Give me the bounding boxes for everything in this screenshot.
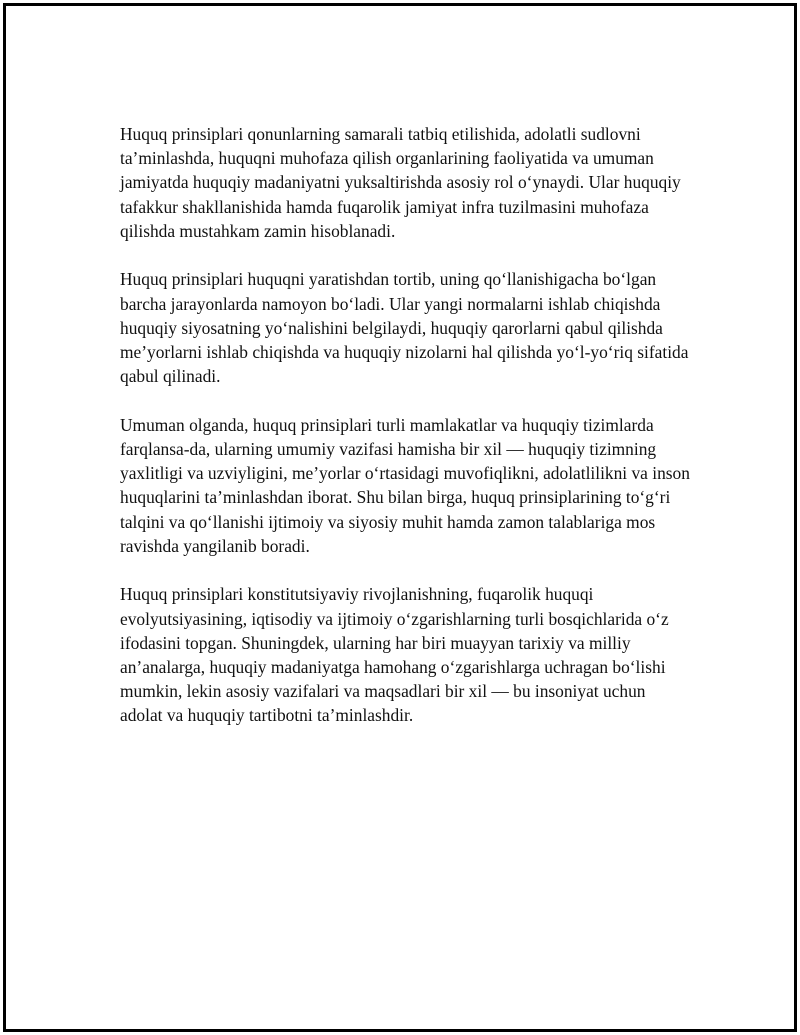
paragraph-2: Huquq prinsiplari huquqni yaratishdan tortib, uning qo‘llanishigacha bo‘lgan barcha jarayonlarda namoyon bo‘ladi. Ular yangi normalarni ishlab chiqishda huquqiy siyosatning yo‘nalishini belgilaydi, huquqiy qarorlarni qabul qilishda me’yorlarni ishlab chiqishda va huquqiy nizolarni hal qilishda yo‘l-yo‘riq sifatida qabul qilinadi. xyxy=(120,269,689,387)
document-body xyxy=(120,122,692,752)
paragraph-1: Huquq prinsiplari qonunlarning samarali tatbiq etilishida, adolatli sudlovni ta’minlashda, huquqni muhofaza qilish organlarining faoliyatida va umuman jamiyatda huquqiy madaniyatni yuksaltirishda asosiy rol o‘ynaydi. Ular huquqiy tafakkur shakllanishida hamda fuqarolik jamiyat infra tuzilmasini muhofaza qilishda mustahkam zamin hisoblanadi. xyxy=(120,124,681,241)
paragraph-3: Umuman olganda, huquq prinsiplari turli mamlakatlar va huquqiy tizimlarda farqlansa-da, ularning umumiy vazifasi hamisha bir xil — huquqiy tizimning yaxlitligi va uzviyligini, me’yorlar o‘rtasidagi muvofiqlikni, adolatlilikni va inson huquqlarini ta’minlashdan iborat. Shu bilan birga, huquq prinsiplarining to‘g‘ri talqini va qo‘llanishi ijtimoiy va siyosiy muhit hamda zamon talablariga mos ravishda yangilanib boradi. xyxy=(120,414,690,556)
page-frame xyxy=(3,3,797,1032)
paragraph-4: Huquq prinsiplari konstitutsiyaviy rivojlanishning, fuqarolik huquqi evolyutsiyasining, iqtisodiy va ijtimoiy o‘zgarishlarning turli bosqichlarida o‘z ifodasini topgan. Shuningdek, ularning har biri muayyan tarixiy va milliy an’analarga, huquqiy madaniyatga hamohang o‘zgarishlarga uchragan bo‘lishi mumkin, lekin asosiy vazifalari va maqsadlari bir xil — bu insoniyat uchun adolat va huquqiy tartibotni ta’minlashdir. xyxy=(120,584,669,726)
